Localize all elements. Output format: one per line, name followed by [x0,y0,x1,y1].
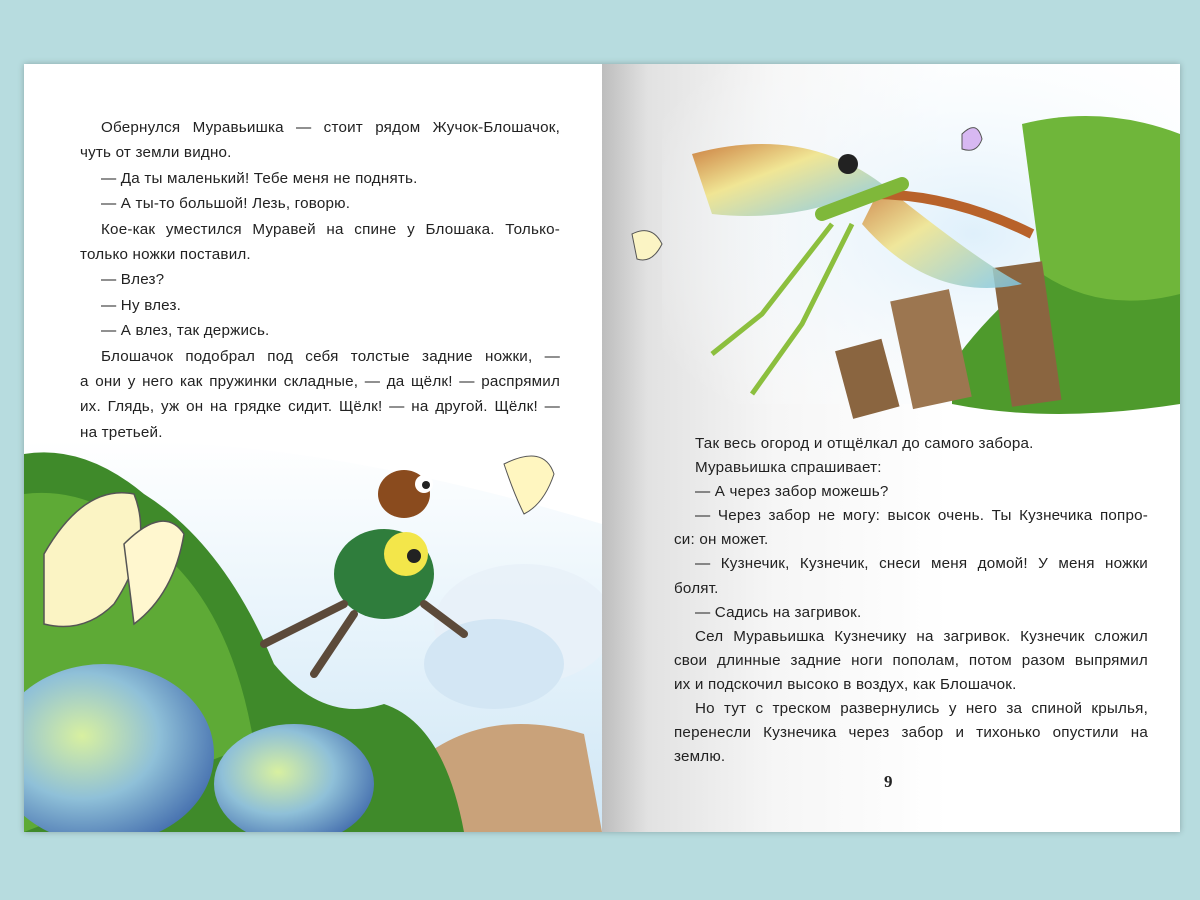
paragraph-line: их. Глядь, уж он на грядке сидит. Щёлк! — на другой. Щёлк! — [80,398,560,416]
paragraph-first-line: — Да ты маленький! Тебе меня не поднять. [101,169,418,187]
paragraph-first-line: — Влез? [101,271,165,289]
paragraph-first-line: — А влез, так держись. [101,322,270,340]
paragraph-line: а они у него как пружинки складные, — да щёлк! — распрямил [80,372,560,390]
book-spread [24,64,1180,832]
page-number: 9 [884,772,893,791]
right-page [602,64,1180,832]
paragraph-first-line: — Ну влез. [101,296,182,314]
paragraph-line: перенесли Кузнечика через забор и тихонько опустили на [674,724,1148,742]
paragraph-first-line: Блошачок подобрал под себя толстые задние ножки, — [101,347,560,365]
paragraph-line: чуть от земли видно. [80,144,232,162]
paragraph-first-line: Но тут с треском развернулись у него за спиной крылья, [695,700,1148,718]
paragraph-first-line: — Через забор не могу: высок очень. Ты Кузнечика попро- [695,507,1148,525]
paragraph-first-line: — Садись на загривок. [695,603,862,621]
left-page-text [80,116,560,446]
paragraph-first-line: — Кузнечик, Кузнечик, снеси меня домой! У меня ножки [695,555,1148,573]
paragraph-line: на третьей. [80,423,163,441]
paragraph-line: си: он может. [674,531,769,549]
paragraph-line: только ножки поставил. [80,245,251,263]
grasshopper-fence-illustration [602,64,1180,424]
paragraph-first-line: Сел Муравьишка Кузнечику на загривок. Кузнечик сложил [695,627,1148,645]
paragraph-first-line: — А через забор можешь? [695,483,889,501]
left-page [24,64,602,832]
paragraph-first-line: Кое-как уместился Муравей на спине у Блошака. Только- [101,220,560,238]
paragraph-first-line: Обернулся Муравьишка — стоит рядом Жучок-Блошачок, [101,119,560,136]
paragraph-line: свои длинные задние ноги пополам, потом разом выпрямил [674,651,1148,669]
right-page-text [674,432,1148,769]
paragraph-first-line: — А ты-то большой! Лезь, говорю. [101,195,351,213]
paragraph-line: землю. [674,748,726,766]
paragraph-first-line: Муравьишка спрашивает: [695,459,882,477]
paragraph-line: их и подскочил высоко в воздух, как Блошачок. [674,675,1017,693]
paragraph-line: болят. [674,579,719,597]
paragraph-first-line: Так весь огород и отщёлкал до самого забора. [695,435,1034,452]
